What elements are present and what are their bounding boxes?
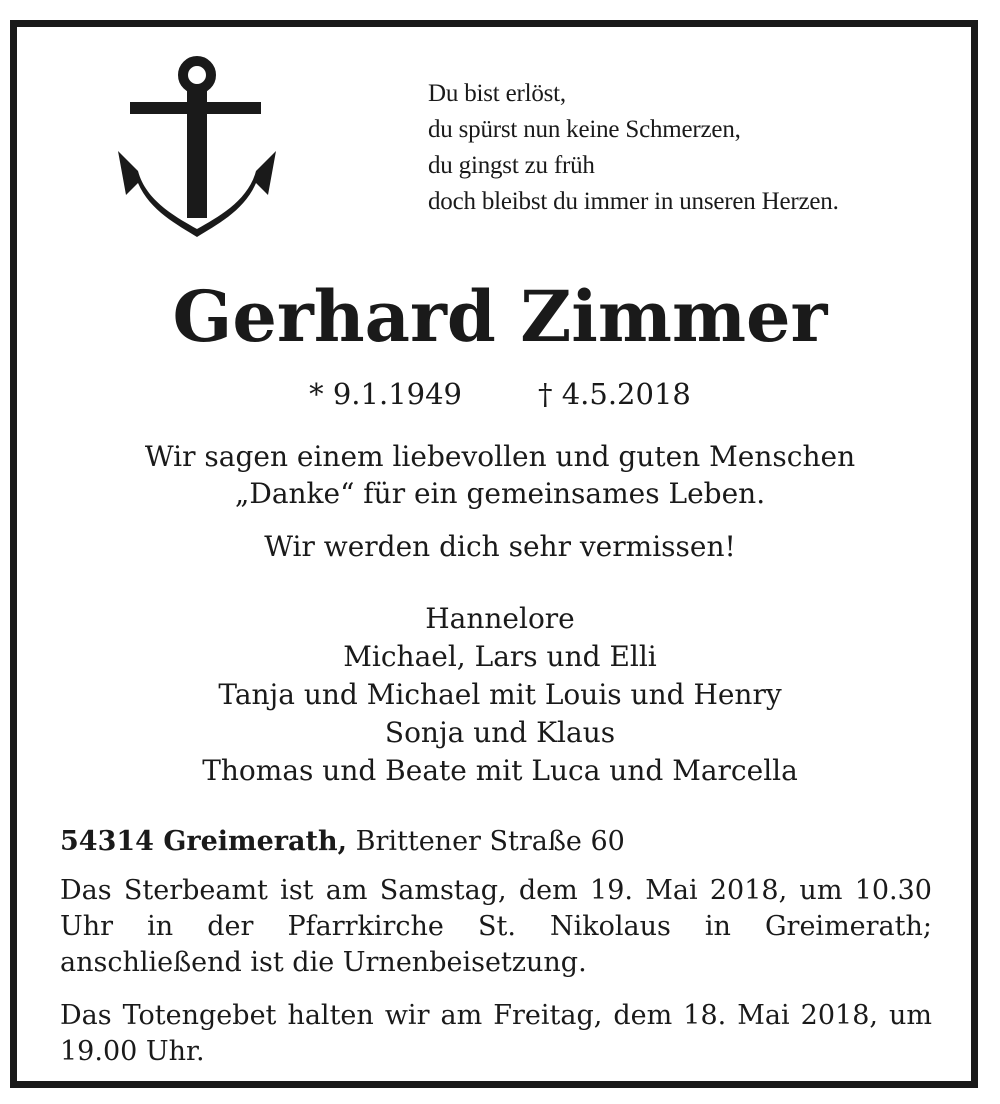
life-dates: [0, 374, 1000, 414]
poem-line: Du bist erlöst,: [428, 80, 566, 107]
address: [60, 824, 932, 860]
family-member: Michael, Lars und Elli: [343, 640, 657, 673]
address-place: 54314 Greimerath,: [60, 826, 348, 857]
family-member: Thomas und Beate mit Luca und Marcella: [202, 754, 798, 787]
thanks-line: Wir sagen einem liebevollen und guten Menschen: [144, 440, 856, 473]
address-street: Brittener Straße 60: [355, 826, 625, 857]
family-member: Sonja und Klaus: [384, 716, 616, 749]
family-list: [0, 600, 1000, 790]
thanks-text: [0, 438, 1000, 512]
prayer-info: Das Totengebet halten wir am Freitag, dem 18. Mai 2018, um 19.00 Uhr.: [60, 1000, 932, 1067]
service-info: Das Sterbeamt ist am Samstag, dem 19. Mai 2018, um 10.30 Uhr in der Pfarrkirche St. Nikolaus in Greimerath; anschließend ist die Urnenbeisetzung.: [60, 875, 932, 978]
miss-text: Wir werden dich sehr vermissen!: [264, 530, 736, 563]
death-date: † 4.5.2018: [538, 377, 691, 411]
poem-line: du gingst zu früh: [428, 152, 595, 179]
birth-date: * 9.1.1949: [309, 377, 462, 411]
family-member: Tanja und Michael mit Louis und Henry: [218, 678, 782, 711]
poem-line: du spürst nun keine Schmerzen,: [428, 116, 741, 143]
poem-line: doch bleibst du immer in unseren Herzen.: [428, 188, 839, 215]
deceased-name: Gerhard Zimmer: [172, 275, 828, 358]
poem: [428, 76, 839, 220]
anchor-icon: [116, 55, 278, 237]
family-member: Hannelore: [425, 602, 575, 635]
thanks-line: „Danke“ für ein gemeinsames Leben.: [234, 477, 766, 510]
